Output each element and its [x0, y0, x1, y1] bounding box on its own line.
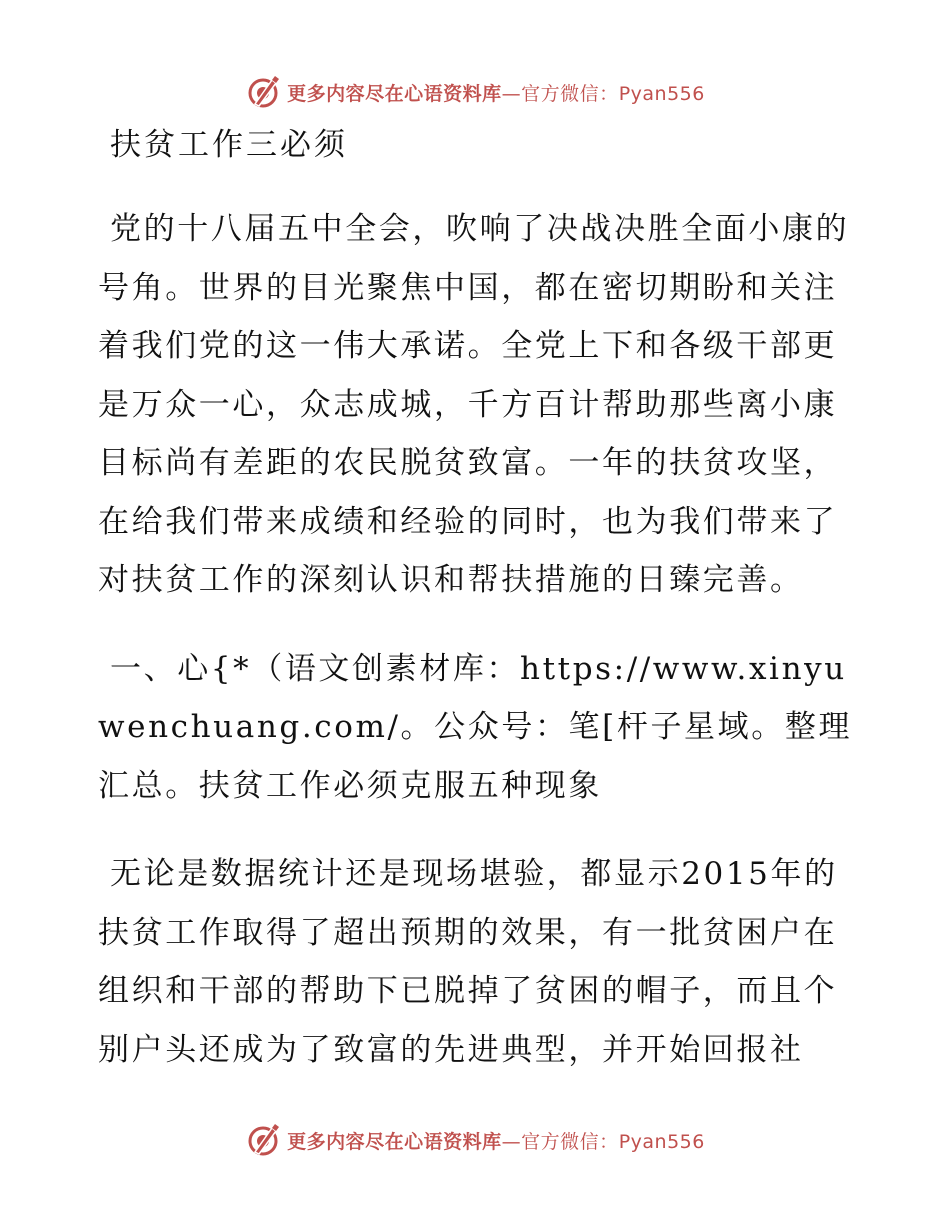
banner-separator: — — [501, 1130, 522, 1153]
paragraph-1: 党的十八届五中全会，吹响了决战决胜全面小康的号角。世界的目光聚焦中国，都在密切期盼和关注着我们党的这一伟大承诺。全党上下和各级干部更是万众一心，众志成城，千方百计帮助那些离小康目标尚有差距的农民脱贫致富。一年的扶贫攻坚，在给我们带来成绩和经验的同时，也为我们带来了对扶贫工作的深刻认识和帮扶措施的日臻完善。 — [98, 211, 850, 598]
pen-logo-icon — [245, 74, 281, 110]
banner-wechat-id: Pyan556 — [618, 1130, 705, 1153]
banner-main-text: 更多内容尽在心语资料库 — [287, 1130, 502, 1153]
paragraph-3: 无论是数据统计还是现场堪验，都显示2015年的扶贫工作取得了超出预期的效果，有一批贫困户在组织和干部的帮助下已脱掉了贫困的帽子，而且个别户头还成为了致富的先进典型，并开始回报社 — [98, 856, 838, 1068]
document-title: 扶贫工作三必须 — [110, 127, 348, 163]
footer-watermark-banner — [0, 1120, 950, 1160]
banner-text — [287, 79, 705, 106]
paragraph-2: 一、心{*（语文创素材库：https://www.xinyuwenchuang.com/。公众号：笔[杆子星域。整理汇总。扶贫工作必须克服五种现象 — [98, 650, 853, 804]
banner-separator: — — [501, 82, 522, 105]
banner-official-label: 官方微信： — [521, 1130, 619, 1153]
banner-wechat-id: Pyan556 — [618, 82, 705, 105]
banner-text — [287, 1127, 705, 1154]
pen-logo-icon — [245, 1122, 281, 1158]
banner-main-text: 更多内容尽在心语资料库 — [287, 82, 502, 105]
document-body — [98, 116, 858, 1079]
header-watermark-banner — [0, 72, 950, 112]
banner-official-label: 官方微信： — [521, 82, 619, 105]
